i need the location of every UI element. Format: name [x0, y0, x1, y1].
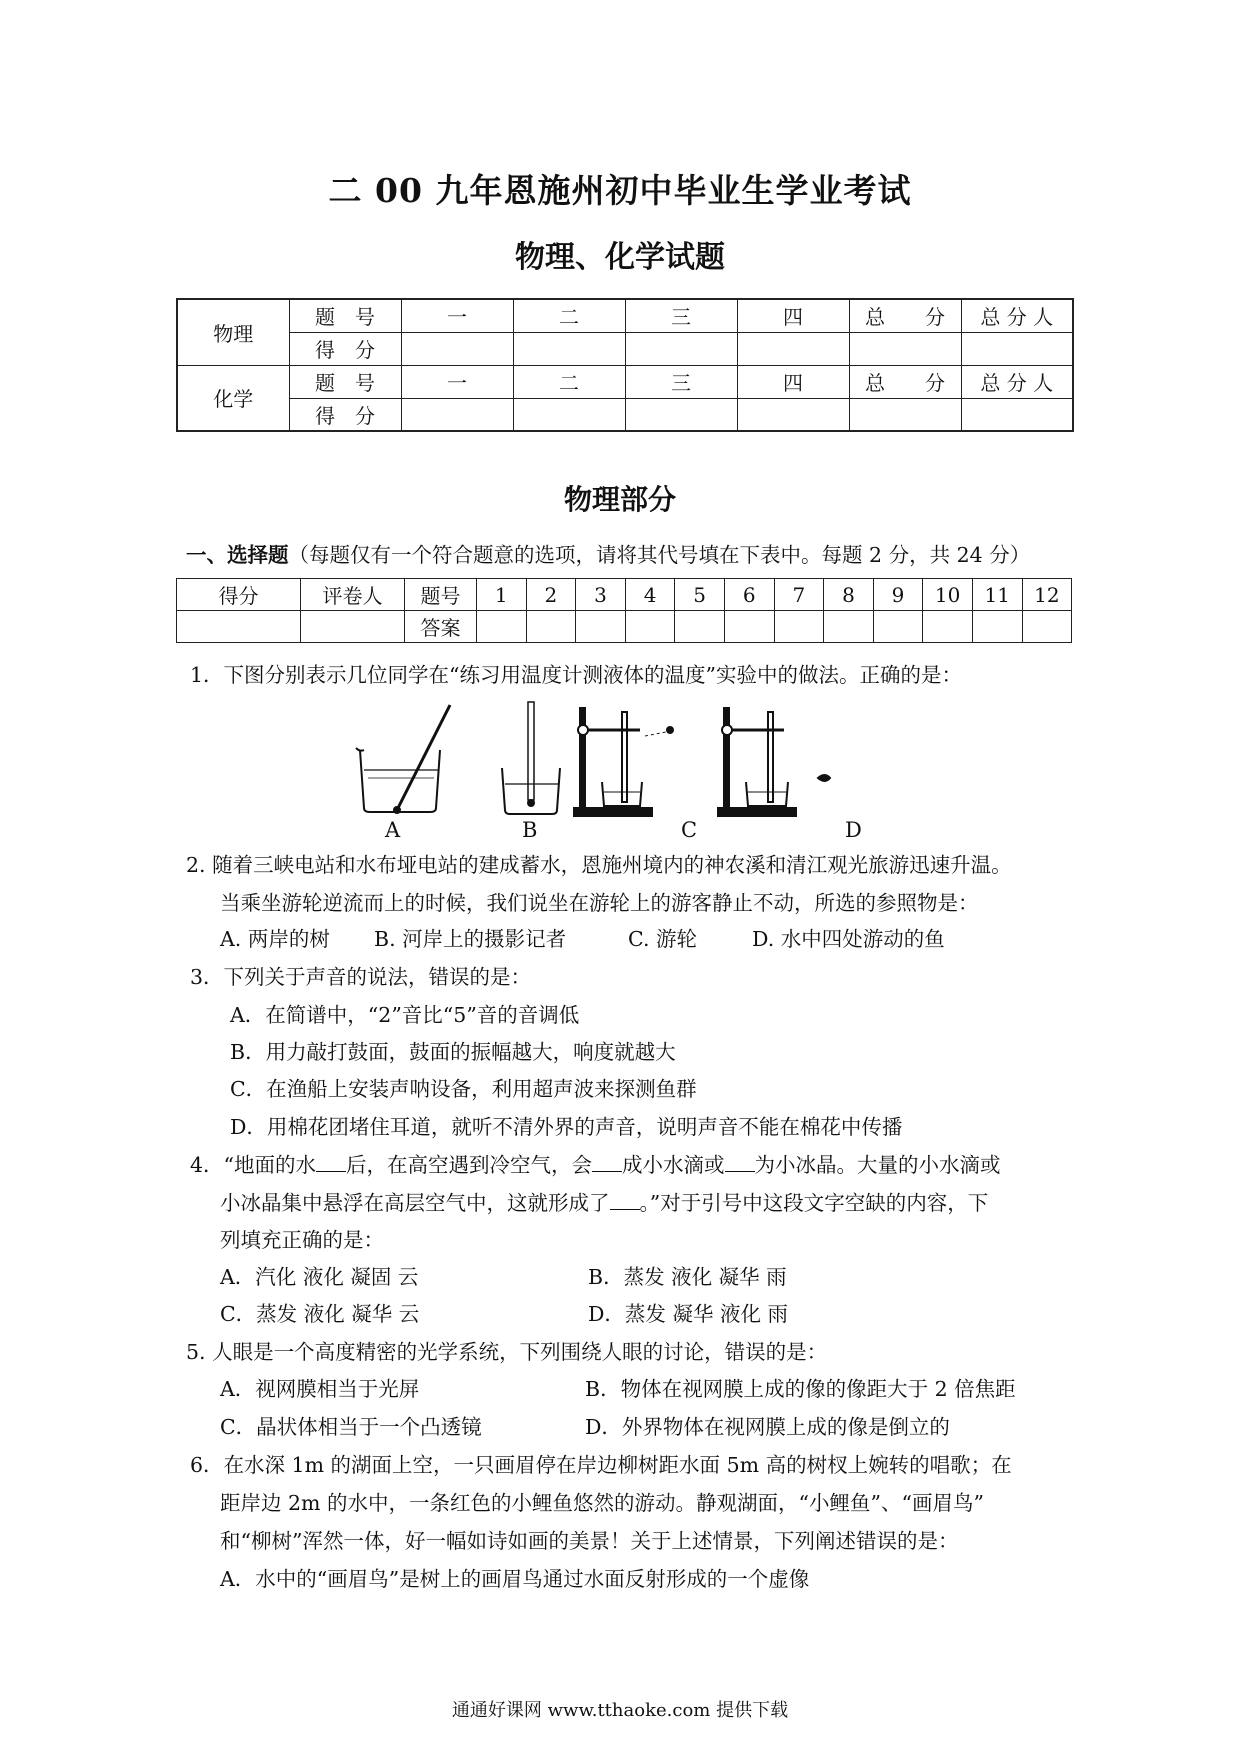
answer-number: 4 [625, 579, 675, 611]
figure-d-stand-icon [718, 708, 830, 816]
question-3: 3．下列关于声音的说法，错误的是： [190, 965, 532, 989]
answer-cell[interactable] [1022, 611, 1072, 643]
question-6-line-2: 距岸边 2m 的水中，一条红色的小鲤鱼悠然的游动。静观湖面，“小鲤鱼”、“画眉鸟” [220, 1491, 984, 1515]
answer-number: 12 [1022, 579, 1072, 611]
score-table [176, 298, 1074, 432]
answer-number: 10 [923, 579, 973, 611]
answer-cell[interactable] [625, 611, 675, 643]
score-col: 总 分 [849, 299, 961, 332]
score-col: 总 分 人 [961, 365, 1073, 398]
section-heading [186, 538, 1030, 568]
section-heading-note: （每题仅有一个符合题意的选项，请将其代号填在下表中。每题 2 分，共 24 分） [288, 543, 1031, 567]
answer-cell[interactable] [576, 611, 626, 643]
question-6-line-1: 6．在水深 1m 的湖面上空，一只画眉停在岸边柳树距水面 5m 高的树杈上婉转的唱歌；在 [190, 1453, 1012, 1477]
grader-cell[interactable] [301, 611, 405, 643]
section-title: 物理部分 [563, 483, 676, 516]
answer-cell[interactable] [923, 611, 973, 643]
score-cell[interactable] [961, 332, 1073, 365]
score-row-label: 得 分 [289, 398, 401, 431]
answer-header-qno: 题号 [405, 579, 477, 611]
question-1: 1．下图分别表示几位同学在“练习用温度计测液体的温度”实验中的做法。正确的是： [190, 663, 963, 687]
figure-label-d: D [845, 818, 862, 842]
question-6-line-3: 和“柳树”浑然一体，好一幅如诗如画的美景！关于上述情景，下列阐述错误的是： [220, 1529, 959, 1553]
section-heading-bold: 一、选择题 [186, 543, 289, 567]
answer-number: 11 [972, 579, 1022, 611]
question-2-option-c: C. 游轮 [628, 927, 697, 951]
question-6-option-a: A．水中的“画眉鸟”是树上的画眉鸟通过水面反射形成的一个虚像 [220, 1567, 810, 1591]
score-row-subject: 化学 [177, 365, 289, 431]
answer-cell[interactable] [526, 611, 576, 643]
score-cell[interactable] [849, 332, 961, 365]
score-cell[interactable] [513, 398, 625, 431]
figure-b-beaker-icon [502, 702, 560, 814]
question-5-option-a: A．视网膜相当于光屏 [220, 1377, 420, 1401]
score-col: 一 [401, 365, 513, 398]
question-2-option-b: B. 河岸上的摄影记者 [374, 927, 567, 951]
answer-number: 7 [774, 579, 824, 611]
question-4-option-d: D．蒸发 凝华 液化 雨 [588, 1302, 788, 1326]
question-4-text: 成小水滴或 [622, 1153, 725, 1177]
figure-c-stand-icon [574, 708, 673, 816]
question-5-option-d: D．外界物体在视网膜上成的像是倒立的 [585, 1415, 950, 1439]
figure-label-a: A [385, 818, 401, 842]
question-5: 5. 人眼是一个高度精密的光学系统，下列围绕人眼的讨论，错误的是： [186, 1340, 828, 1364]
question-5-option-b: B．物体在视网膜上成的像的像距大于 2 倍焦距 [585, 1377, 1016, 1401]
score-col: 三 [625, 299, 737, 332]
question-3-option-b: B．用力敲打鼓面，鼓面的振幅越大，响度就越大 [230, 1040, 676, 1064]
fill-blank[interactable] [610, 1191, 640, 1210]
question-4-text: 。”对于引号中这段文字空缺的内容，下 [639, 1191, 989, 1215]
answer-cell[interactable] [824, 611, 874, 643]
fill-blank[interactable] [316, 1153, 346, 1172]
score-col: 三 [625, 365, 737, 398]
answer-number: 1 [477, 579, 527, 611]
question-2-line-2: 当乘坐游轮逆流而上的时候，我们说坐在游轮上的游客静止不动，所选的参照物是： [220, 891, 979, 915]
answer-number: 6 [724, 579, 774, 611]
score-cell[interactable] [401, 332, 513, 365]
question-4-line-1 [190, 1148, 1001, 1178]
answer-cell[interactable] [972, 611, 1022, 643]
question-4-text: 后，在高空遇到冷空气，会 [346, 1153, 593, 1177]
score-cell[interactable] [177, 611, 301, 643]
score-col: 一 [401, 299, 513, 332]
question-4-text: 4．“地面的水 [190, 1153, 317, 1177]
question-2-option-d: D. 水中四处游动的鱼 [752, 927, 945, 951]
score-row-label: 得 分 [289, 332, 401, 365]
score-cell[interactable] [849, 398, 961, 431]
answer-header-score: 得分 [177, 579, 301, 611]
score-cell[interactable] [513, 332, 625, 365]
score-col: 二 [513, 365, 625, 398]
question-2-option-a: A. 两岸的树 [220, 927, 330, 951]
answer-cell[interactable] [774, 611, 824, 643]
answer-number: 8 [824, 579, 874, 611]
question-4-option-a: A．汽化 液化 凝固 云 [220, 1265, 419, 1289]
answer-number: 3 [576, 579, 626, 611]
answer-number: 2 [526, 579, 576, 611]
score-cell[interactable] [401, 398, 513, 431]
question-4-line-3: 列填充正确的是： [220, 1228, 384, 1252]
score-cell[interactable] [737, 332, 849, 365]
figure-label-c: C [681, 818, 698, 842]
question-4-line-2 [220, 1186, 988, 1216]
fill-blank[interactable] [592, 1153, 622, 1172]
score-col: 总 分 人 [961, 299, 1073, 332]
answer-number: 5 [675, 579, 725, 611]
question-4-option-b: B．蒸发 液化 凝华 雨 [588, 1265, 787, 1289]
answer-cell[interactable] [873, 611, 923, 643]
score-row-label: 题 号 [289, 299, 401, 332]
question-3-option-d: D．用棉花团堵住耳道，就听不清外界的声音，说明声音不能在棉花中传播 [230, 1115, 903, 1139]
exam-subtitle: 物理、化学试题 [515, 240, 725, 275]
answer-cell[interactable] [724, 611, 774, 643]
score-cell[interactable] [625, 398, 737, 431]
score-col: 四 [737, 365, 849, 398]
score-cell[interactable] [625, 332, 737, 365]
question-4-option-c: C．蒸发 液化 凝华 云 [220, 1302, 420, 1326]
answer-number: 9 [873, 579, 923, 611]
question-4-text: 为小冰晶。大量的小水滴或 [754, 1153, 1001, 1177]
question-4-text: 小冰晶集中悬浮在高层空气中，这就形成了 [220, 1191, 610, 1215]
question-3-option-a: A．在简谱中，“2”音比“5”音的音调低 [230, 1003, 580, 1027]
question-3-option-c: C．在渔船上安装声呐设备，利用超声波来探测鱼群 [230, 1077, 697, 1101]
thermometer-figure [340, 700, 960, 818]
exam-title: 二 00 九年恩施州初中毕业生学业考试 [328, 171, 912, 210]
answer-header-grader: 评卷人 [301, 579, 405, 611]
answer-table [176, 578, 1072, 643]
figure-a-beaker-icon [356, 705, 450, 813]
question-5-option-c: C．晶状体相当于一个凸透镜 [220, 1415, 482, 1439]
figure-label-b: B [522, 818, 538, 842]
score-row-label: 题 号 [289, 365, 401, 398]
question-2-line-1: 2. 随着三峡电站和水布垭电站的建成蓄水，恩施州境内的神农溪和清江观光旅游迅速升温。 [186, 853, 1012, 877]
fill-blank[interactable] [725, 1153, 755, 1172]
score-col: 四 [737, 299, 849, 332]
answer-label: 答案 [405, 611, 477, 643]
answer-cell[interactable] [675, 611, 725, 643]
score-row-subject: 物理 [177, 299, 289, 365]
score-cell[interactable] [737, 398, 849, 431]
score-cell[interactable] [961, 398, 1073, 431]
answer-cell[interactable] [477, 611, 527, 643]
score-col: 二 [513, 299, 625, 332]
page-footer: 通通好课网 www.tthaoke.com 提供下载 [451, 1700, 789, 1721]
score-col: 总 分 [849, 365, 961, 398]
